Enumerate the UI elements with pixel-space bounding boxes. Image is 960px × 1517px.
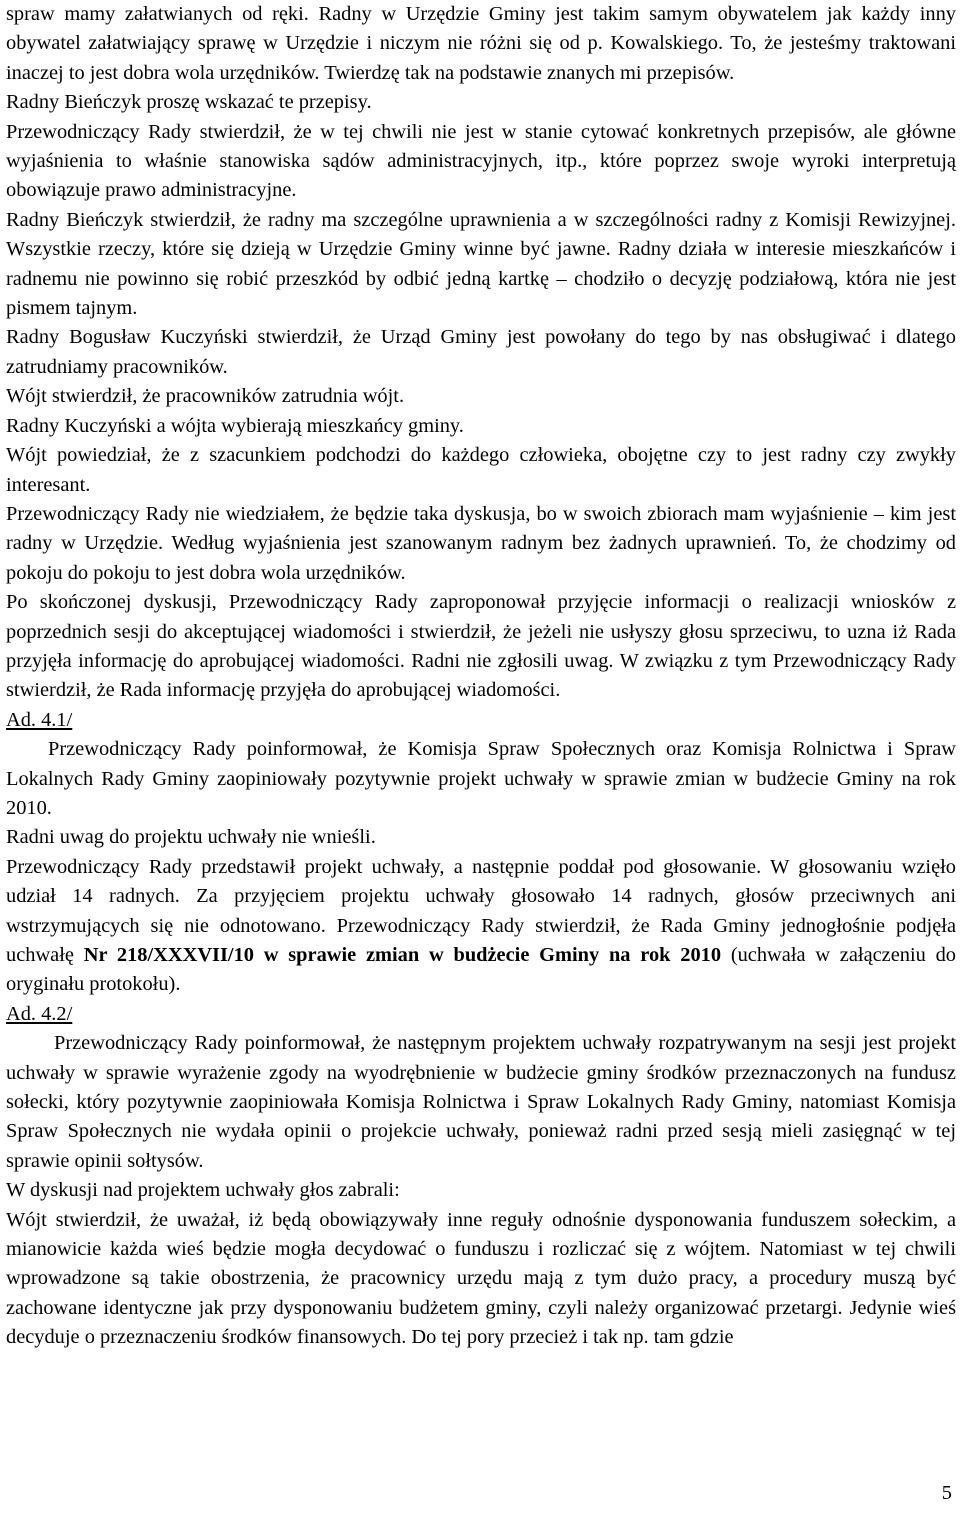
document-page (6, 0, 956, 1353)
section-heading-ad-4-2: Ad. 4.2/ (6, 1002, 73, 1025)
paragraph: Wójt powiedział, że z szacunkiem podchodzi do każdego człowieka, obojętne czy to jest radny czy zwykły interesant. (6, 444, 956, 496)
resolution-number-bold: Nr 218/XXXVII/10 w sprawie zmian w budżecie Gminy na rok 2010 (83, 944, 722, 966)
paragraph-resolution (6, 853, 956, 1000)
paragraph: Po skończonej dyskusji, Przewodniczący Rady zaproponował przyjęcie informacji o realizacji wniosków z poprzednich sesji do akceptującej wiadomości i stwierdził, że jeżeli nie usłyszy głosu sprzeciwu, to uzna iż Rada przyjęła informację do aprobującej wiadomości. Radni nie zgłosili uwag. W związku z tym Przewodniczący Rady stwierdził, że Rada informację przyjęła do aprobującej wiadomości. (6, 591, 956, 702)
paragraph: Radny Kuczyński a wójta wybierają mieszkańcy gminy. (6, 414, 464, 437)
paragraph-text: (uchwała w załączeniu do oryginału protokołu). (6, 944, 956, 996)
paragraph: Radny Bogusław Kuczyński stwierdził, że Urząd Gminy jest powołany do tego by nas obsługiwać i dlatego zatrudniamy pracowników. (6, 326, 956, 378)
paragraph: Przewodniczący Rady poinformował, że następnym projektem uchwały rozpatrywanym na sesji jest projekt uchwały w sprawie wyrażenie zgody na wyodrębnienie w budżecie gminy środków przeznaczonych na fundusz sołecki, który pozytywnie zaopiniowała Komisja Rolnictwa i Spraw Lokalnych Rady Gminy, natomiast Komisja Spraw Społecznych nie wydała opinii o projekcie uchwały, ponieważ radni przed sesją mieli zasięgnąć w tej sprawie opinii sołtysów. (6, 1032, 956, 1172)
paragraph-text: Przewodniczący Rady przedstawił projekt uchwały, a następnie poddał pod głosowanie. W głosowaniu wzięło udział 14 radnych. Za przyjęciem projektu uchwały głosowało 14 radnych, głosów przeciwnych ani wstrzymujących się nie odnotowano. Przewodniczący Rady stwierdził, że Rada Gminy jednogłośnie podjęła uchwałę (6, 855, 956, 966)
paragraph: Przewodniczący Rady nie wiedziałem, że będzie taka dyskusja, bo w swoich zbiorach mam wyjaśnienie – kim jest radny w Urzędzie. Według wyjaśnienia jest szanowanym radnym bez żadnych uprawnień. To, że chodzimy od pokoju do pokoju to jest dobra wola urzędników. (6, 502, 956, 584)
paragraph: Radny Bieńczyk stwierdził, że radny ma szczególne uprawnienia a w szczególności radny z Komisji Rewizyjnej. Wszystkie rzeczy, które się dzieją w Urzędzie Gminy winne być jawne. Radny działa w interesie mieszkańców i radnemu nie powinno się robić przeszkód by odbić jedną kartkę – chodziło o decyzję podziałową, która nie jest pismem tajnym. (6, 208, 956, 320)
page-number: 5 (941, 1482, 952, 1504)
paragraph: Radni uwag do projektu uchwały nie wnieśli. (6, 826, 376, 849)
paragraph: Radny Bieńczyk proszę wskazać te przepisy. (6, 91, 372, 114)
paragraph: W dyskusji nad projektem uchwały głos zabrali: (6, 1179, 400, 1202)
paragraph: Wójt stwierdził, że uważał, iż będą obowiązywały inne reguły odnośnie dysponowania funduszem sołeckim, a mianowicie każda wieś będzie mogła decydować o funduszu i rozliczać się z wójtem. Natomiast w tej chwili wprowadzone są takie obostrzenia, że pracownicy urzędu mają z tym dużo pracy, a procedury muszą być zachowane identyczne jak przy dysponowaniu budżetem gminy, czyli należy organizować przetargi. Jedynie wieś decyduje o przeznaczeniu środków finansowych. Do tej pory przecież i tak np. tam gdzie (6, 1208, 956, 1349)
paragraph: Przewodniczący Rady poinformował, że Komisja Spraw Społecznych oraz Komisja Rolnictwa i Spraw Lokalnych Rady Gminy zaopiniowały pozytywnie projekt uchwały w sprawie zmian w budżecie Gminy na rok 2010. (6, 738, 956, 819)
paragraph: Wójt stwierdził, że pracowników zatrudnia wójt. (6, 385, 405, 408)
section-heading-ad-4-1: Ad. 4.1/ (6, 708, 73, 731)
paragraph: spraw mamy załatwianych od ręki. Radny w Urzędzie Gminy jest takim samym obywatelem jak każdy inny obywatel załatwiający sprawę w Urzędzie i niczym nie różni się od p. Kowalskiego. To, że jesteśmy traktowani inaczej to jest dobra wola urzędników. Twierdzę tak na podstawie znanych mi przepisów. (6, 3, 956, 84)
paragraph: Przewodniczący Rady stwierdził, że w tej chwili nie jest w stanie cytować konkretnych przepisów, ale główne wyjaśnienia to właśnie stanowiska sądów administracyjnych, itp., które poprzez swoje wyroki interpretują obowiązuje prawo administracyjne. (6, 120, 956, 202)
